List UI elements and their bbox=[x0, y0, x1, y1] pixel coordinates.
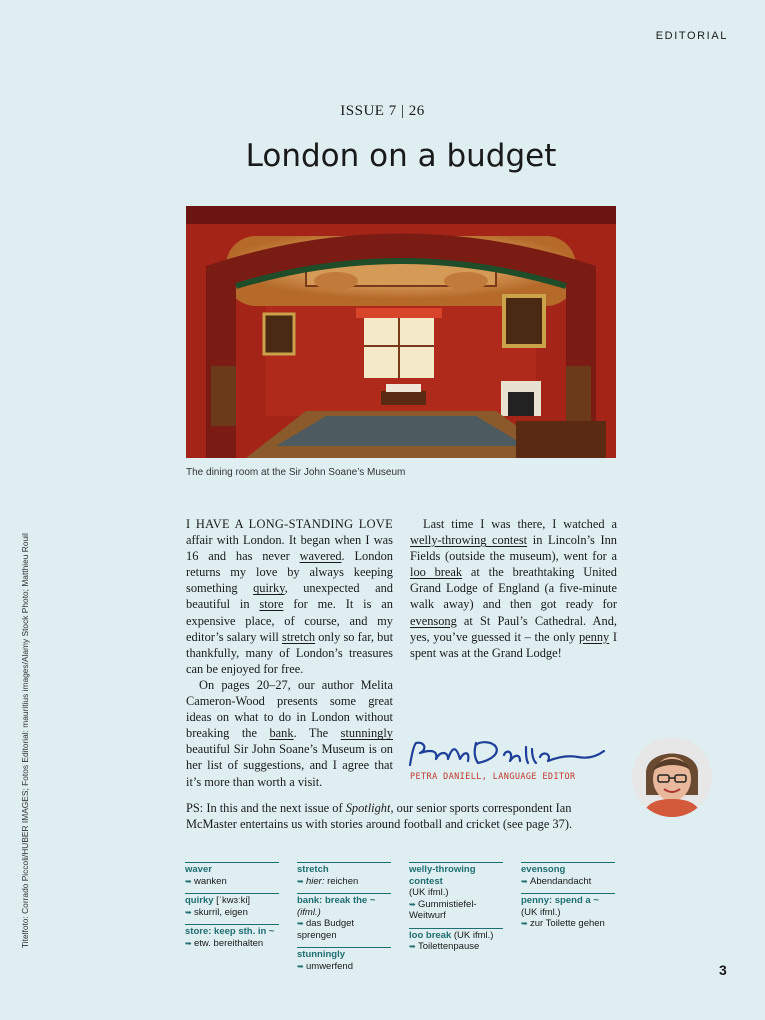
glossary-word: stretch bbox=[282, 629, 316, 644]
glossary-column-3 bbox=[409, 862, 503, 959]
glossary-entry: store: keep sth. in ~ ➥etw. bereithalten bbox=[185, 924, 279, 949]
arrow-icon bbox=[521, 876, 530, 888]
arrow-icon bbox=[185, 907, 194, 919]
handwritten-signature bbox=[408, 737, 608, 771]
glossary-word: welly-throwing contest bbox=[410, 533, 528, 548]
page-title: London on a budget bbox=[245, 138, 557, 174]
glossary-word: quirky bbox=[253, 581, 285, 596]
section-label: EDITORIAL bbox=[655, 30, 728, 42]
article-paragraph-1: I HAVE A LONG-STANDING LOVE affair with London. It began when I was 16 and has never wavered. London returns my love by always keeping something quirky, unexpected and beautiful in store for me. It is an expensive place, of course, and my editor’s salary will stretch only so far, but thankfully, many of London’s treasures can be enjoyed for free. bbox=[186, 517, 394, 676]
article-paragraph-3: Last time I was there, I watched a welly-throwing contest in Lincoln’s Inn Fields (outside the museum), went for a loo break at the breathtaking United Grand Lodge of England (a five-minute walk away) and then got ready for evensong at St Paul’s Cathedral. And, yes, you’ve guessed it – the only penny I spent was at the Grand Lodge! bbox=[410, 517, 618, 660]
editor-avatar bbox=[632, 737, 712, 817]
glossary-entry: stunningly ➥umwerfend bbox=[297, 947, 391, 972]
issue-number: ISSUE 7 | 26 bbox=[340, 103, 425, 119]
glossary-entry: evensong ➥Abendandacht bbox=[521, 862, 615, 887]
photo-caption: The dining room at the Sir John Soane’s Museum bbox=[186, 467, 406, 478]
glossary-entry: welly-throwing contest (UK ifml.) ➥Gummistiefel-Weitwurf bbox=[409, 862, 503, 922]
page-number: 3 bbox=[719, 962, 727, 978]
arrow-icon bbox=[409, 899, 418, 911]
arrow-icon bbox=[521, 918, 530, 930]
glossary-word: bank bbox=[269, 726, 294, 741]
arrow-icon bbox=[185, 938, 194, 950]
signature-name: PETRA DANIELL, LANGUAGE EDITOR bbox=[410, 772, 576, 782]
glossary-column-2 bbox=[297, 862, 391, 978]
glossary-word: evensong bbox=[410, 613, 457, 628]
glossary-entry: stretch ➥hier: reichen bbox=[297, 862, 391, 887]
glossary-entry: bank: break the ~ (ifml.) ➥das Budget sprengen bbox=[297, 893, 391, 941]
glossary-word: loo break bbox=[410, 565, 463, 580]
glossary-entry: quirky [ˈkwɜːki] ➥skurril, eigen bbox=[185, 893, 279, 918]
glossary-entry: loo break (UK ifml.) ➥Toilettenpause bbox=[409, 928, 503, 953]
glossary-word: wavered bbox=[299, 549, 342, 564]
arrow-icon bbox=[297, 876, 306, 888]
glossary-word: store bbox=[259, 597, 284, 612]
museum-dining-room-photo bbox=[186, 206, 616, 458]
photo-credits: Titelfoto: Corrado Piccoli/HUBER IMAGES; Fotos Editorial: mauritius images/Alamy Stock Photo; Matthieu Rouil bbox=[20, 533, 30, 948]
postscript: PS: In this and the next issue of Spotlight, our senior sports correspondent Ian McMaster entertains us with stories around football and cricket (see page 37). bbox=[186, 801, 573, 832]
glossary-column-4 bbox=[521, 862, 615, 936]
arrow-icon bbox=[297, 961, 306, 973]
article-paragraph-2: On pages 20–27, our author Melita Cameron-Wood presents some great ideas on what to do in London without breaking the bank. The stunningly beautiful Sir John Soane’s Museum is on her list of suggestions, and I agree that it’s more than worth a visit. bbox=[186, 677, 393, 789]
glossary-entry: waver ➥wanken bbox=[185, 862, 279, 887]
article-column-left bbox=[186, 516, 393, 790]
glossary-entry: penny: spend a ~ (UK ifml.) ➥zur Toilette gehen bbox=[521, 893, 615, 930]
glossary-word: penny bbox=[578, 629, 610, 644]
arrow-icon bbox=[297, 918, 306, 930]
arrow-icon bbox=[409, 941, 418, 953]
arrow-icon bbox=[185, 876, 194, 888]
glossary-column-1 bbox=[185, 862, 279, 955]
article-column-right bbox=[410, 516, 617, 661]
glossary-word: stunningly bbox=[340, 726, 393, 741]
